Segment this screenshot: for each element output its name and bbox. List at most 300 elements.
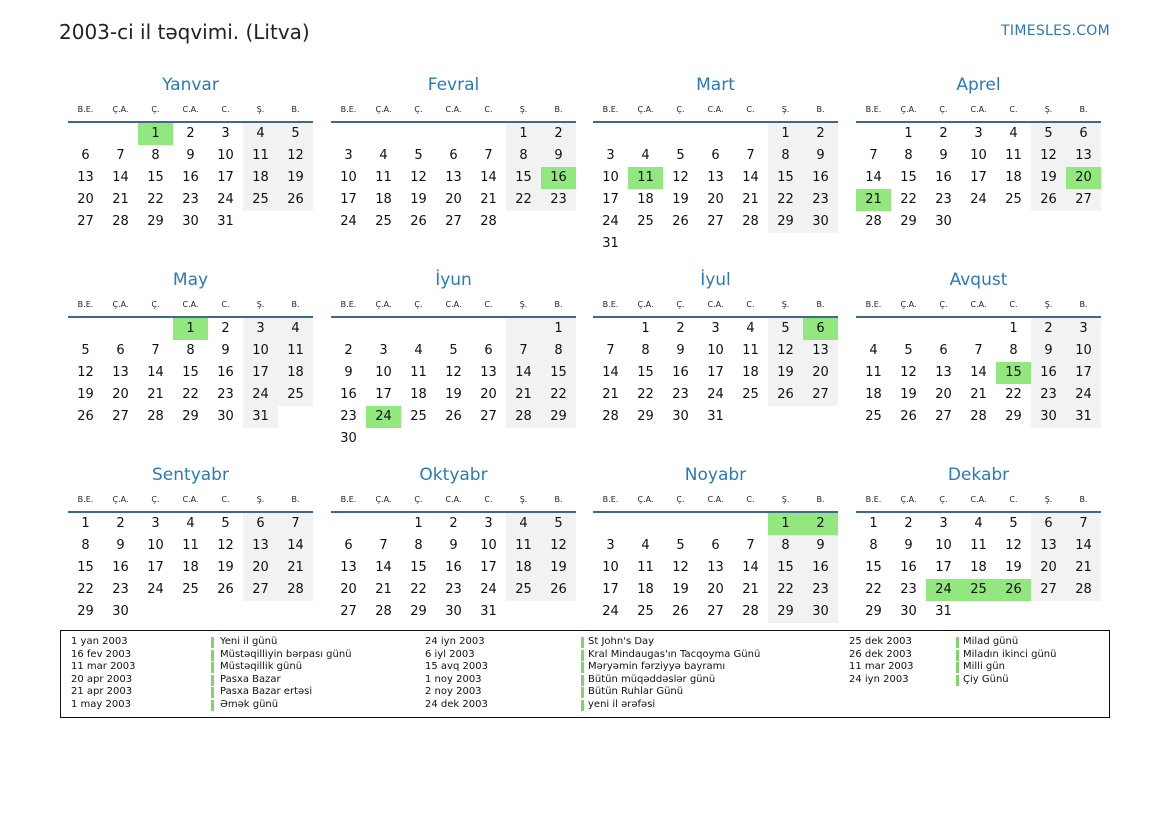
days-grid — [593, 123, 838, 255]
day-cell: 20 — [707, 582, 724, 597]
day-cell: 8 — [768, 145, 803, 167]
holiday-legend — [60, 630, 1110, 718]
month-block — [593, 72, 838, 255]
day-cell: 15 — [768, 167, 803, 189]
legend-holiday-name: Məryəmin fərziyyə bayramı — [588, 661, 726, 672]
day-cell: 12 — [410, 170, 427, 185]
day-cell: 7 — [151, 343, 160, 358]
empty-cell — [891, 318, 926, 340]
day-cell: 17 — [707, 365, 724, 380]
day-cell: 27 — [480, 409, 497, 424]
day-cell: 25 — [637, 604, 654, 619]
day-cell: 17 — [243, 362, 278, 384]
weekday-label: C.A. — [707, 105, 724, 114]
day-cell: 18 — [182, 560, 199, 575]
legend-holiday-name: Müstəqilliyin bərpası günü — [220, 648, 352, 660]
empty-cell — [541, 601, 576, 623]
day-cell: 7 — [1066, 513, 1101, 535]
day-cell: 2 — [186, 126, 195, 141]
weekday-label: B. — [1079, 495, 1088, 504]
weekday-label: B.E. — [865, 105, 882, 114]
weekday-header — [331, 298, 576, 312]
weekday-label: B.E. — [602, 495, 619, 504]
day-cell: 23 — [182, 192, 199, 207]
day-cell: 19 — [217, 560, 234, 575]
day-cell: 17 — [147, 560, 164, 575]
day-cell: 17 — [970, 170, 987, 185]
day-cell: 13 — [707, 560, 724, 575]
day-cell: 25 — [243, 189, 278, 211]
weekday-label: Ş. — [781, 495, 790, 504]
month-block — [331, 267, 576, 450]
day-cell: 14 — [602, 365, 619, 380]
empty-cell — [698, 513, 733, 535]
days-grid — [593, 513, 838, 623]
weekday-label: C.A. — [970, 495, 987, 504]
day-cell: 13 — [480, 365, 497, 380]
legend-holiday-name: Miladın ikinci günü — [963, 648, 1057, 660]
weekday-label: Ş. — [781, 105, 790, 114]
day-cell: 4 — [243, 123, 278, 145]
day-cell: 15 — [900, 170, 917, 185]
day-cell: 1 — [904, 126, 913, 141]
day-cell: 26 — [541, 579, 576, 601]
day-cell: 21 — [856, 189, 891, 211]
weekday-label: Ş. — [519, 300, 528, 309]
day-cell: 4 — [414, 343, 423, 358]
empty-cell — [698, 233, 733, 255]
day-cell: 20 — [803, 362, 838, 384]
weekday-label: Ç. — [151, 105, 160, 114]
legend-date: 11 mar 2003 — [71, 661, 136, 672]
legend-holiday-name: Müstəqillik günü — [220, 661, 303, 672]
legend-holiday-name: Milli gün — [963, 661, 1005, 672]
weekday-label: B. — [554, 300, 563, 309]
day-cell: 5 — [278, 123, 313, 145]
day-cell: 24 — [243, 384, 278, 406]
day-cell: 2 — [939, 126, 948, 141]
day-cell: 17 — [602, 192, 619, 207]
day-cell: 28 — [278, 579, 313, 601]
day-cell: 3 — [151, 516, 160, 531]
day-cell: 19 — [768, 362, 803, 384]
day-cell: 24 — [147, 582, 164, 597]
legend-marker — [211, 650, 214, 661]
day-cell: 11 — [742, 343, 759, 358]
day-cell: 20 — [445, 192, 462, 207]
day-cell: 20 — [935, 387, 952, 402]
day-cell: 23 — [1031, 384, 1066, 406]
weekday-header — [593, 298, 838, 312]
day-cell: 22 — [768, 189, 803, 211]
days-grid — [68, 513, 313, 623]
day-cell: 18 — [637, 192, 654, 207]
empty-cell — [698, 123, 733, 145]
weekday-label: Ç. — [676, 105, 685, 114]
day-cell: 23 — [541, 189, 576, 211]
day-cell: 1 — [641, 321, 650, 336]
day-cell: 29 — [768, 601, 803, 623]
day-cell: 3 — [939, 516, 948, 531]
legend-holiday-name: St John's Day — [588, 636, 655, 647]
empty-cell — [961, 601, 996, 623]
empty-cell — [103, 123, 138, 145]
day-cell: 30 — [340, 431, 357, 446]
empty-cell — [1066, 211, 1101, 233]
day-cell: 25 — [375, 214, 392, 229]
weekday-label: C. — [1009, 105, 1018, 114]
empty-cell — [366, 318, 401, 340]
day-cell: 30 — [112, 604, 129, 619]
legend-holiday-name: Milad günü — [963, 636, 1019, 647]
day-cell: 3 — [484, 516, 493, 531]
weekday-header — [331, 493, 576, 507]
legend-holiday-name: Pasxa Bazar ertəsi — [220, 686, 313, 697]
day-cell: 27 — [707, 604, 724, 619]
day-cell: 22 — [637, 387, 654, 402]
empty-cell — [733, 123, 768, 145]
day-cell: 19 — [77, 387, 94, 402]
day-cell: 15 — [147, 170, 164, 185]
day-cell: 30 — [182, 214, 199, 229]
day-cell: 29 — [637, 409, 654, 424]
day-cell: 9 — [116, 538, 125, 553]
weekday-label: C.A. — [182, 300, 199, 309]
legend-marker — [956, 650, 959, 661]
day-cell: 31 — [217, 214, 234, 229]
day-cell: 7 — [278, 513, 313, 535]
day-cell: 6 — [711, 538, 720, 553]
empty-cell — [803, 406, 838, 428]
day-cell: 23 — [445, 582, 462, 597]
day-cell: 21 — [602, 387, 619, 402]
day-cell: 8 — [186, 343, 195, 358]
month-block — [856, 267, 1101, 428]
day-cell: 9 — [1031, 340, 1066, 362]
empty-cell — [628, 233, 663, 255]
day-cell: 15 — [768, 557, 803, 579]
empty-cell — [366, 513, 401, 535]
weekday-header — [68, 298, 313, 312]
weekday-header — [331, 103, 576, 117]
legend-marker — [581, 675, 584, 686]
day-cell: 27 — [1066, 189, 1101, 211]
day-cell: 20 — [1066, 167, 1101, 189]
day-cell: 28 — [742, 604, 759, 619]
day-cell: 7 — [869, 148, 878, 163]
day-cell: 18 — [278, 362, 313, 384]
day-cell: 8 — [541, 340, 576, 362]
day-cell: 22 — [865, 582, 882, 597]
day-cell: 21 — [112, 192, 129, 207]
weekday-label: C. — [484, 300, 493, 309]
month-name: Fevral — [427, 75, 480, 95]
day-cell: 28 — [1066, 579, 1101, 601]
day-cell: 5 — [676, 148, 685, 163]
day-cell: 22 — [541, 384, 576, 406]
empty-cell — [436, 123, 471, 145]
weekday-label: C.A. — [182, 105, 199, 114]
day-cell: 22 — [1005, 387, 1022, 402]
day-cell: 5 — [541, 513, 576, 535]
empty-cell — [733, 513, 768, 535]
day-cell: 16 — [112, 560, 129, 575]
day-cell: 27 — [340, 604, 357, 619]
day-cell: 15 — [182, 365, 199, 380]
empty-cell — [733, 233, 768, 255]
day-cell: 12 — [445, 365, 462, 380]
legend-marker — [581, 687, 584, 698]
day-cell: 26 — [445, 409, 462, 424]
weekday-label: C.A. — [445, 495, 462, 504]
empty-cell — [663, 513, 698, 535]
day-cell: 12 — [77, 365, 94, 380]
day-cell: 29 — [541, 406, 576, 428]
weekday-label: B. — [291, 105, 300, 114]
day-cell: 27 — [445, 214, 462, 229]
days-grid — [856, 513, 1101, 623]
day-cell: 27 — [243, 579, 278, 601]
legend-date: 20 apr 2003 — [71, 673, 133, 685]
day-cell: 2 — [221, 321, 230, 336]
weekday-label: Ş. — [256, 105, 265, 114]
month-name: Dekabr — [947, 465, 1010, 485]
day-cell: 16 — [935, 170, 952, 185]
weekday-header — [68, 103, 313, 117]
day-cell: 27 — [707, 214, 724, 229]
day-cell: 19 — [672, 582, 689, 597]
day-cell: 6 — [344, 538, 353, 553]
day-cell: 14 — [480, 170, 497, 185]
weekday-label: C. — [1009, 300, 1018, 309]
month-block — [856, 72, 1101, 233]
day-cell: 24 — [366, 406, 401, 428]
day-cell: 13 — [803, 340, 838, 362]
empty-cell — [628, 123, 663, 145]
day-cell: 11 — [506, 535, 541, 557]
day-cell: 28 — [375, 604, 392, 619]
day-cell: 1 — [506, 123, 541, 145]
day-cell: 3 — [243, 318, 278, 340]
day-cell: 10 — [602, 170, 619, 185]
day-cell: 21 — [742, 192, 759, 207]
day-cell: 11 — [637, 560, 654, 575]
weekday-label: Ş. — [1044, 105, 1053, 114]
page-title: 2003-ci il təqvimi. (Litva) — [59, 20, 310, 44]
day-cell: 3 — [711, 321, 720, 336]
weekday-label: C.A. — [707, 300, 724, 309]
weekday-label: B.E. — [340, 495, 357, 504]
empty-cell — [173, 601, 208, 623]
day-cell: 22 — [77, 582, 94, 597]
day-cell: 6 — [939, 343, 948, 358]
day-cell: 13 — [243, 535, 278, 557]
legend-holiday-name: Pasxa Bazar — [220, 673, 281, 685]
weekday-label: C. — [1009, 495, 1018, 504]
day-cell: 15 — [77, 560, 94, 575]
empty-cell — [68, 318, 103, 340]
day-cell: 17 — [602, 582, 619, 597]
legend-date: 15 avq 2003 — [425, 661, 488, 672]
day-cell: 30 — [445, 604, 462, 619]
day-cell: 25 — [865, 409, 882, 424]
day-cell: 23 — [935, 192, 952, 207]
day-cell: 22 — [410, 582, 427, 597]
day-cell: 1 — [869, 516, 878, 531]
day-cell: 25 — [410, 409, 427, 424]
site-logo[interactable]: TIMESLES.COM — [1001, 23, 1110, 39]
weekday-label: Ş. — [519, 105, 528, 114]
weekday-label: C.A. — [707, 495, 724, 504]
day-cell: 13 — [77, 170, 94, 185]
day-cell: 18 — [375, 192, 392, 207]
day-cell: 17 — [217, 170, 234, 185]
weekday-label: B. — [291, 495, 300, 504]
empty-cell — [961, 318, 996, 340]
empty-cell — [138, 318, 173, 340]
day-cell: 30 — [1031, 406, 1066, 428]
month-block — [856, 462, 1101, 623]
day-cell: 2 — [803, 513, 838, 535]
day-cell: 24 — [707, 387, 724, 402]
day-cell: 12 — [541, 535, 576, 557]
empty-cell — [331, 318, 366, 340]
weekday-label: Ş. — [781, 300, 790, 309]
day-cell: 19 — [541, 557, 576, 579]
day-cell: 2 — [803, 123, 838, 145]
weekday-label: C.A. — [970, 105, 987, 114]
month-name: Yanvar — [162, 75, 219, 95]
day-cell: 24 — [340, 214, 357, 229]
day-cell: 11 — [865, 365, 882, 380]
day-cell: 10 — [340, 170, 357, 185]
legend-date: 1 may 2003 — [71, 698, 131, 710]
day-cell: 25 — [637, 214, 654, 229]
weekday-header — [856, 493, 1101, 507]
day-cell: 18 — [865, 387, 882, 402]
day-cell: 20 — [112, 387, 129, 402]
weekday-label: Ç.A. — [112, 495, 129, 504]
day-cell: 22 — [182, 387, 199, 402]
day-cell: 3 — [974, 126, 983, 141]
day-cell: 18 — [243, 167, 278, 189]
weekday-label: Ç. — [414, 300, 423, 309]
day-cell: 11 — [1005, 148, 1022, 163]
weekday-label: Ç.A. — [900, 495, 917, 504]
day-cell: 12 — [672, 170, 689, 185]
weekday-label: B.E. — [77, 300, 94, 309]
month-name: Sentyabr — [152, 465, 229, 485]
days-grid — [68, 123, 313, 233]
day-cell: 28 — [480, 214, 497, 229]
day-cell: 20 — [243, 557, 278, 579]
weekday-label: Ç.A. — [112, 300, 129, 309]
weekday-label: Ç. — [939, 495, 948, 504]
legend-holiday-name: Bütün müqəddəslər günü — [588, 673, 716, 685]
day-cell: 15 — [996, 362, 1031, 384]
day-cell: 8 — [151, 148, 160, 163]
day-cell: 4 — [641, 148, 650, 163]
weekday-label: Ç. — [151, 495, 160, 504]
day-cell: 31 — [480, 604, 497, 619]
day-cell: 2 — [541, 123, 576, 145]
empty-cell — [506, 318, 541, 340]
weekday-label: B. — [1079, 105, 1088, 114]
day-cell: 1 — [414, 516, 423, 531]
empty-cell — [768, 406, 803, 428]
empty-cell — [506, 601, 541, 623]
day-cell: 3 — [344, 148, 353, 163]
day-cell: 28 — [602, 409, 619, 424]
empty-cell — [541, 211, 576, 233]
month-block — [331, 72, 576, 233]
day-cell: 19 — [900, 387, 917, 402]
empty-cell — [961, 211, 996, 233]
empty-cell — [1031, 211, 1066, 233]
day-cell: 22 — [768, 579, 803, 601]
day-cell: 30 — [672, 409, 689, 424]
day-cell: 20 — [480, 387, 497, 402]
day-cell: 29 — [900, 214, 917, 229]
day-cell: 8 — [1009, 343, 1018, 358]
day-cell: 31 — [707, 409, 724, 424]
day-cell: 16 — [1031, 362, 1066, 384]
day-cell: 7 — [746, 148, 755, 163]
day-cell: 18 — [970, 560, 987, 575]
day-cell: 31 — [243, 406, 278, 428]
day-cell: 29 — [768, 211, 803, 233]
empty-cell — [243, 601, 278, 623]
day-cell: 28 — [506, 406, 541, 428]
legend-date: 16 fev 2003 — [71, 648, 132, 660]
day-cell: 14 — [375, 560, 392, 575]
legend-marker — [956, 675, 959, 686]
day-cell: 4 — [379, 148, 388, 163]
day-cell: 7 — [116, 148, 125, 163]
day-cell: 20 — [77, 192, 94, 207]
day-cell: 24 — [217, 192, 234, 207]
weekday-label: Ç. — [414, 495, 423, 504]
days-grid — [331, 513, 576, 623]
weekday-label: Ç. — [414, 105, 423, 114]
day-cell: 10 — [1066, 340, 1101, 362]
day-cell: 12 — [217, 538, 234, 553]
legend-holiday-name: Əmək günü — [220, 698, 279, 710]
empty-cell — [926, 318, 961, 340]
day-cell: 15 — [541, 362, 576, 384]
weekday-label: Ç. — [939, 300, 948, 309]
day-cell: 4 — [641, 538, 650, 553]
empty-cell — [996, 211, 1031, 233]
day-cell: 6 — [449, 148, 458, 163]
empty-cell — [471, 123, 506, 145]
weekday-header — [68, 493, 313, 507]
day-cell: 7 — [606, 343, 615, 358]
weekday-label: B. — [816, 495, 825, 504]
day-cell: 16 — [803, 167, 838, 189]
day-cell: 11 — [278, 340, 313, 362]
day-cell: 24 — [480, 582, 497, 597]
day-cell: 24 — [602, 604, 619, 619]
day-cell: 15 — [506, 167, 541, 189]
days-grid — [856, 318, 1101, 428]
legend-date: 26 dek 2003 — [849, 648, 912, 660]
weekday-header — [593, 103, 838, 117]
day-cell: 10 — [375, 365, 392, 380]
empty-cell — [996, 601, 1031, 623]
day-cell: 29 — [410, 604, 427, 619]
day-cell: 8 — [869, 538, 878, 553]
